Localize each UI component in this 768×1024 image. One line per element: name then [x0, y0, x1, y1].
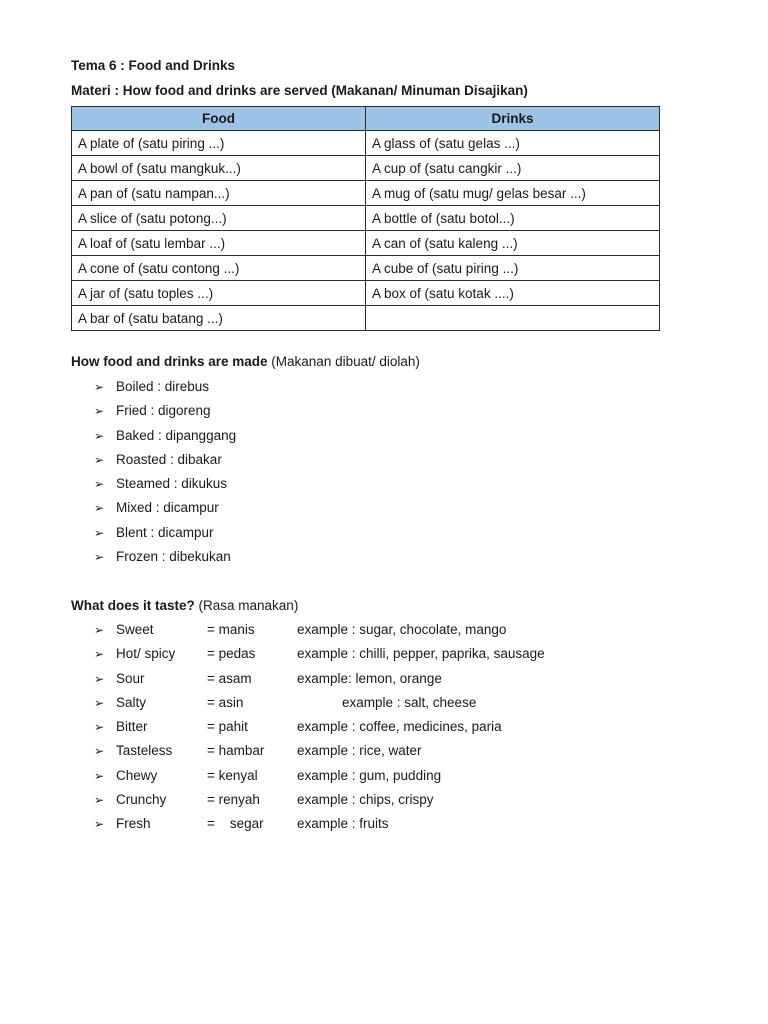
taste-heading-note: (Rasa manakan)	[198, 598, 299, 613]
table-row	[72, 156, 660, 181]
list-item	[94, 375, 236, 399]
made-item-text: Steamed : dikukus	[116, 476, 228, 492]
taste-name: Salty	[116, 694, 147, 710]
list-item	[94, 496, 236, 520]
made-heading-note: (Makanan dibuat/ diolah)	[271, 354, 420, 369]
taste-meaning: = kenyal	[207, 767, 258, 783]
made-item-text: Fried : digoreng	[116, 403, 211, 419]
list-item	[94, 788, 654, 812]
list-item	[94, 812, 654, 836]
made-heading	[71, 354, 420, 369]
table-row	[72, 306, 660, 331]
arrow-bullet-icon: ➢	[94, 550, 105, 565]
made-item-text: Frozen : dibekukan	[116, 549, 231, 565]
arrow-bullet-icon: ➢	[94, 525, 105, 540]
taste-meaning: = manis	[207, 622, 255, 637]
header-food: Food	[72, 107, 366, 131]
header-drinks: Drinks	[366, 107, 660, 131]
arrow-bullet-icon: ➢	[94, 793, 105, 808]
made-item-text: Boiled : direbus	[116, 379, 210, 394]
taste-name: Sweet	[116, 622, 154, 637]
made-item-text: Roasted : dibakar	[116, 451, 222, 467]
arrow-bullet-icon: ➢	[94, 817, 105, 832]
table-row	[72, 281, 660, 306]
taste-meaning: = asin	[207, 694, 244, 710]
taste-meaning: = pahit	[207, 719, 248, 735]
taste-name: Chewy	[116, 767, 158, 783]
taste-meaning: = segar	[207, 816, 264, 832]
table-row	[72, 181, 660, 206]
food-cell: A loaf of (satu lembar ...)	[72, 231, 366, 256]
food-cell: A slice of (satu potong...)	[72, 206, 366, 231]
arrow-bullet-icon: ➢	[94, 671, 105, 686]
drink-cell: A glass of (satu gelas ...)	[366, 131, 660, 156]
drink-cell: A cube of (satu piring ...)	[366, 256, 660, 281]
taste-name: Crunchy	[116, 792, 167, 808]
taste-example: example : salt, cheese	[342, 694, 477, 710]
taste-heading-bold: What does it taste?	[71, 598, 199, 613]
taste-meaning: = renyah	[207, 792, 260, 808]
drink-cell: A mug of (satu mug/ gelas besar ...)	[366, 181, 660, 206]
taste-heading	[71, 598, 298, 613]
taste-example: example: lemon, orange	[297, 670, 442, 686]
taste-name: Tasteless	[116, 743, 173, 759]
list-item	[94, 715, 654, 739]
made-item-text: Baked : dipanggang	[116, 427, 237, 443]
table-row	[72, 206, 660, 231]
taste-example: example : chips, crispy	[297, 792, 434, 808]
list-item	[94, 691, 654, 715]
arrow-bullet-icon: ➢	[94, 744, 105, 759]
food-cell: A pan of (satu nampan...)	[72, 181, 366, 206]
table-header-row	[72, 107, 660, 131]
materi-title: Materi : How food and drinks are served (Makanan/ Minuman Disajikan)	[71, 83, 528, 98]
list-item	[94, 618, 654, 642]
taste-example: example : sugar, chocolate, mango	[297, 622, 507, 637]
arrow-bullet-icon: ➢	[94, 768, 105, 783]
arrow-bullet-icon: ➢	[94, 380, 105, 394]
list-item	[94, 448, 236, 472]
made-item-text: Blent : dicampur	[116, 524, 214, 540]
taste-list	[94, 618, 654, 837]
made-item-text: Mixed : dicampur	[116, 500, 219, 516]
food-cell: A plate of (satu piring ...)	[72, 131, 366, 156]
made-list	[94, 375, 236, 569]
taste-meaning: = asam	[207, 670, 252, 686]
list-item	[94, 545, 236, 569]
table-row	[72, 131, 660, 156]
drink-cell: A cup of (satu cangkir ...)	[366, 156, 660, 181]
taste-example: example : coffee, medicines, paria	[297, 719, 502, 735]
drink-cell: A bottle of (satu botol...)	[366, 206, 660, 231]
taste-meaning: = hambar	[207, 743, 265, 759]
list-item	[94, 642, 654, 666]
taste-name: Hot/ spicy	[116, 646, 176, 662]
taste-name: Sour	[116, 670, 145, 686]
served-table	[71, 106, 660, 331]
theme-title: Tema 6 : Food and Drinks	[71, 58, 236, 73]
drink-cell	[366, 306, 660, 331]
taste-example: example : gum, pudding	[297, 767, 442, 783]
arrow-bullet-icon: ➢	[94, 452, 105, 467]
food-cell: A cone of (satu contong ...)	[72, 256, 366, 281]
taste-meaning: = pedas	[207, 646, 256, 662]
list-item	[94, 399, 236, 423]
taste-example: example : chilli, pepper, paprika, sausage	[297, 646, 545, 662]
list-item	[94, 521, 236, 545]
food-cell: A bowl of (satu mangkuk...)	[72, 156, 366, 181]
table-row	[72, 256, 660, 281]
arrow-bullet-icon: ➢	[94, 501, 105, 516]
taste-example: example : rice, water	[297, 743, 422, 759]
taste-name: Fresh	[116, 816, 151, 832]
list-item	[94, 739, 654, 763]
arrow-bullet-icon: ➢	[94, 623, 105, 637]
made-heading-bold: How food and drinks are made	[71, 354, 272, 369]
food-cell: A jar of (satu toples ...)	[72, 281, 366, 306]
arrow-bullet-icon: ➢	[94, 647, 105, 662]
arrow-bullet-icon: ➢	[94, 695, 105, 710]
taste-example: example : fruits	[297, 816, 389, 832]
list-item	[94, 424, 236, 448]
list-item	[94, 667, 654, 691]
arrow-bullet-icon: ➢	[94, 428, 105, 443]
list-item	[94, 764, 654, 788]
arrow-bullet-icon: ➢	[94, 404, 105, 419]
food-cell: A bar of (satu batang ...)	[72, 306, 366, 331]
drink-cell: A box of (satu kotak ....)	[366, 281, 660, 306]
arrow-bullet-icon: ➢	[94, 477, 105, 492]
drink-cell: A can of (satu kaleng ...)	[366, 231, 660, 256]
arrow-bullet-icon: ➢	[94, 720, 105, 735]
taste-name: Bitter	[116, 719, 148, 735]
table-row	[72, 231, 660, 256]
list-item	[94, 472, 236, 496]
